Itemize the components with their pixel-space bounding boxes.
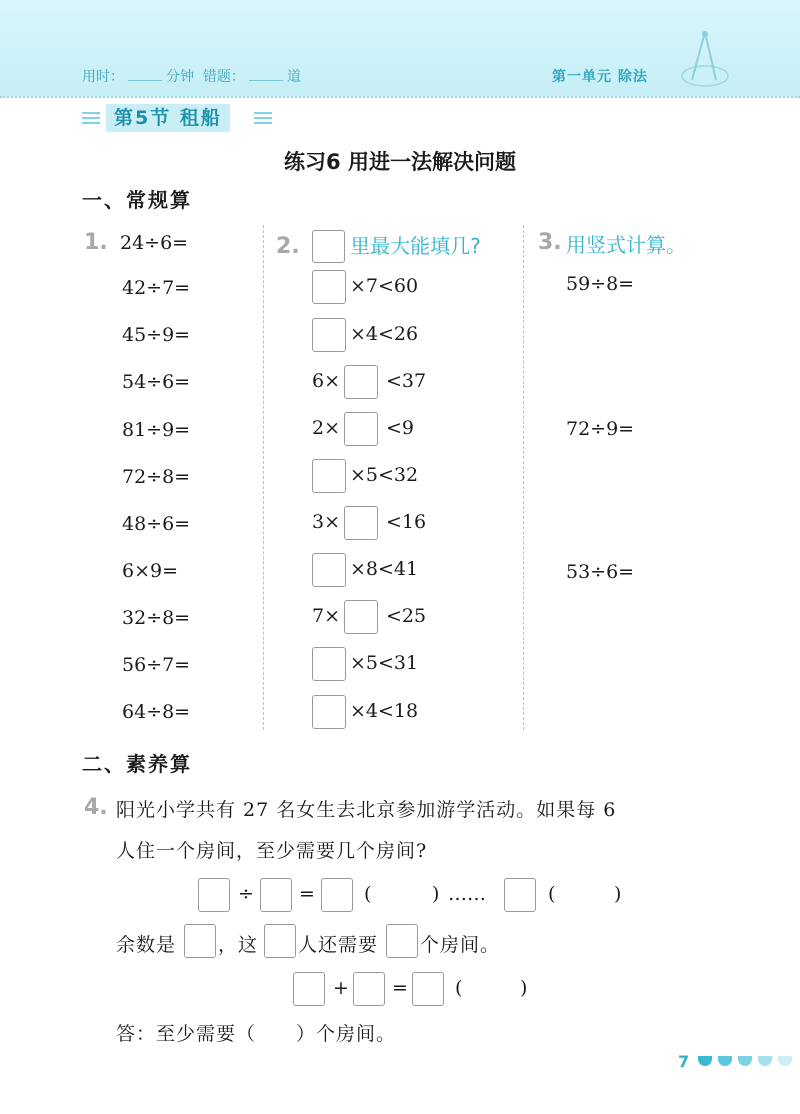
deco-dot [698,1056,712,1066]
divider-2 [523,225,524,730]
q2-item-post: ×5<31 [350,652,419,674]
q2-item-post: ×4<18 [350,700,419,722]
divisor-box[interactable] [260,878,292,912]
ellipsis: …… [448,883,486,905]
answer-box[interactable] [344,600,378,634]
dividend-box[interactable] [198,878,230,912]
eq-sign: = [299,883,316,905]
answer-box[interactable] [344,365,378,399]
q2-item-pre: 2× [312,417,341,439]
q1-item: 42÷7= [122,277,191,299]
time-label: 用时： [82,69,124,85]
q2-item-pre: 7× [312,605,341,627]
wrong-label: 错题： [202,69,245,85]
q2-instruction-box [312,230,345,263]
q2-item [312,506,426,540]
q1-item: 54÷6= [122,371,191,393]
q3-number: 3. [538,230,562,255]
q2-item-post: ×7<60 [350,275,419,297]
q1-item: 56÷7= [122,654,191,676]
q3-item: 59÷8= [566,273,635,295]
q1-item: 72÷8= [122,466,191,488]
q2-item-post: ×5<32 [350,464,419,486]
answer-box[interactable] [312,318,346,352]
tag-deco-right [254,112,272,126]
rem-text-b: ，这 [218,934,259,956]
page-number: 7 [678,1052,690,1071]
part1-heading: 一、常规算 [82,188,192,212]
rem-text-c: 人还需要 [298,934,379,956]
plus-sign: + [333,977,350,999]
q1-item: 6×9= [122,560,179,582]
q2-item-post: ×4<26 [350,323,419,345]
q4-line1: 阳光小学共有 27 名女生去北京参加游学活动。如果每 6 [116,799,617,821]
answer-text-b: ）个房间。 [296,1023,397,1045]
q1-item: 64÷8= [122,701,191,723]
q1-item: 45÷9= [122,324,191,346]
div-sign: ÷ [238,883,255,905]
q2-item [312,459,418,493]
addend2-box[interactable] [353,972,385,1006]
q1-item: 48÷6= [122,513,191,535]
q3-instruction: 用竖式计算。 [566,233,686,257]
q2-item-post: ×8<41 [350,558,419,580]
q2-item-pre: 6× [312,370,341,392]
rem-rooms-box[interactable] [386,924,418,958]
q2-item-post: <37 [386,370,427,392]
q2-item [312,600,426,634]
study-record [82,66,301,86]
section-tag-label: 第5节 租船 [106,104,230,132]
q2-item [312,270,418,304]
sum-paren-open: ( [455,977,464,999]
rem-text-d: 个房间。 [420,934,501,956]
q4-number: 4. [84,795,108,820]
answer-box[interactable] [312,270,346,304]
compass-icon [680,28,730,88]
answer-box[interactable] [344,506,378,540]
tag-deco-left [82,112,100,126]
q2-number: 2. [276,234,300,259]
sum-box[interactable] [412,972,444,1006]
part2-heading: 二、素养算 [82,752,192,776]
unit-title: 第一单元 除法 [552,69,648,85]
q1-number: 1. [84,230,108,255]
remainder-box[interactable] [504,878,536,912]
answer-line [116,1019,396,1046]
wrong-blank[interactable] [249,80,283,81]
answer-box[interactable] [312,695,346,729]
deco-dot [758,1056,772,1066]
answer-box[interactable] [312,647,346,681]
q4-line2: 人住一个房间，至少需要几个房间? [116,840,428,862]
addend1-box[interactable] [293,972,325,1006]
rem-text-a: 余数是 [116,934,177,956]
deco-dot [718,1056,732,1066]
page-title: 练习6 用进一法解决问题 [284,150,516,174]
time-blank[interactable] [128,80,162,81]
q2-item [312,553,418,587]
quotient-box[interactable] [321,878,353,912]
q1-item: 32÷8= [122,607,191,629]
minute-unit: 分钟 [166,69,194,85]
q2-instruction-row [312,228,481,263]
q2-item [312,365,426,399]
q3-item: 72÷9= [566,418,635,440]
sum-paren-close: ) [520,977,529,999]
eq-sign-2: = [392,977,409,999]
q3-item: 53÷6= [566,561,635,583]
answer-text-a: 答：至少需要（ [116,1023,257,1045]
answer-box[interactable] [312,459,346,493]
q2-item [312,695,418,729]
q2-item-post: <25 [386,605,427,627]
question-unit: 道 [286,69,301,85]
quotient-paren-open: ( [364,883,373,905]
q1-item: 81÷9= [122,419,191,441]
remainder-paren-open: ( [548,883,557,905]
answer-box[interactable] [312,553,346,587]
answer-box[interactable] [344,412,378,446]
q2-item [312,412,414,446]
q1-item: 24÷6= [120,232,189,254]
deco-dot [738,1056,752,1066]
q2-item-pre: 3× [312,511,341,533]
deco-dot [778,1056,792,1066]
quotient-paren-close: ) [432,883,441,905]
rem-people-box[interactable] [264,924,296,958]
rem-value-box[interactable] [184,924,216,958]
divider-1 [263,225,264,730]
q2-instruction: 里最大能填几? [350,234,481,258]
q2-item-post: <9 [386,417,415,439]
remainder-paren-close: ) [614,883,623,905]
q2-item [312,318,418,352]
q2-item [312,647,418,681]
q2-item-post: <16 [386,511,427,533]
section-tag [82,104,272,134]
